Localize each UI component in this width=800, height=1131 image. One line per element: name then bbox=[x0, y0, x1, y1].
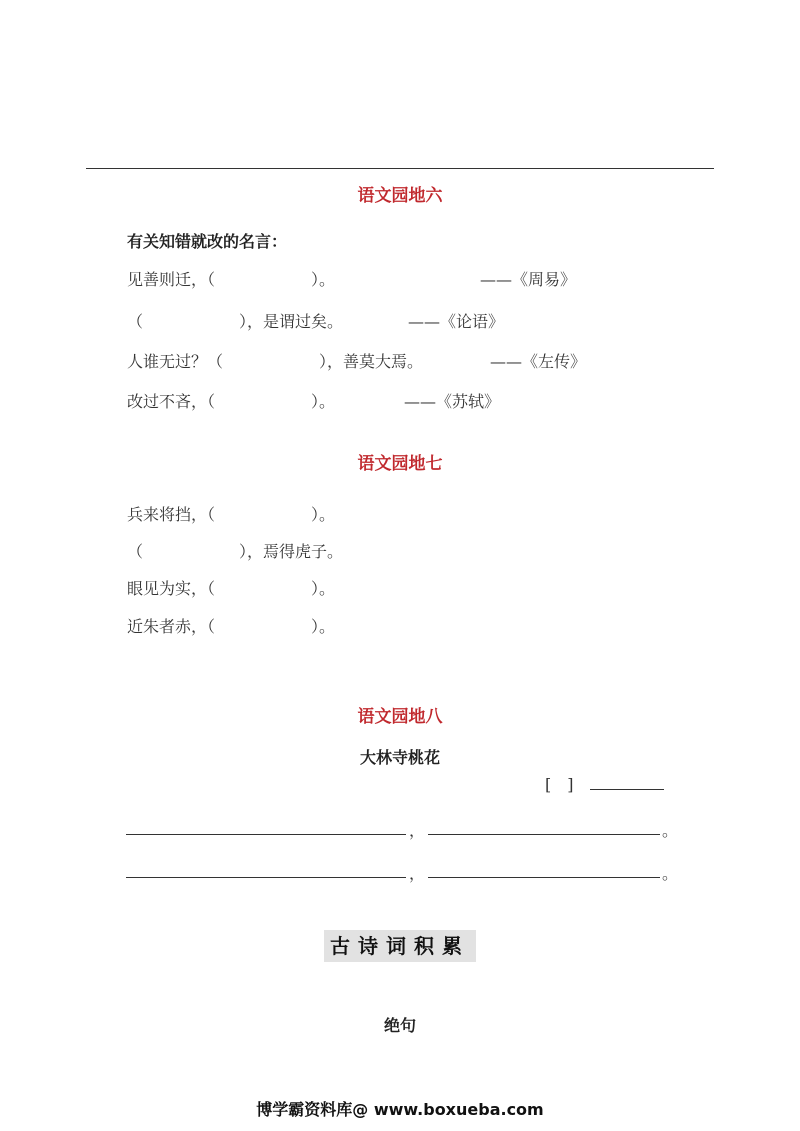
poem-comma-1: ， bbox=[409, 821, 426, 840]
poem-period-2: 。 bbox=[662, 864, 679, 883]
footer-watermark: 博学霸资料库@ www.boxueba.com bbox=[256, 1100, 544, 1119]
poem-comma-2: ， bbox=[409, 864, 426, 883]
poem-title-dalinsi: 大林寺桃花 bbox=[359, 748, 440, 767]
accumulation-title: 古诗词积累 bbox=[324, 930, 476, 962]
poem-blank-4[interactable] bbox=[428, 877, 660, 878]
section6-line-1: 见善则迁，（ ）。 bbox=[127, 270, 336, 289]
section7-title: 语文园地七 bbox=[357, 454, 443, 474]
section6-source-1: ——《周易》 bbox=[480, 270, 577, 289]
section7-line-3: 眼见为实，（ ）。 bbox=[127, 579, 336, 598]
section7-line-2: （ ），焉得虎子。 bbox=[127, 542, 344, 561]
section6-source-2: ——《论语》 bbox=[408, 312, 505, 331]
section6-heading: 有关知错就改的名言： bbox=[127, 232, 288, 251]
poem-title-jueju: 绝句 bbox=[383, 1016, 416, 1035]
section6-source-3: ——《左传》 bbox=[490, 352, 587, 371]
poem-blank-2[interactable] bbox=[428, 834, 660, 835]
section6-line-2: （ ），是谓过矣。 bbox=[127, 312, 344, 331]
poem-blank-3[interactable] bbox=[126, 877, 406, 878]
section7-line-1: 兵来将挡，（ ）。 bbox=[127, 505, 336, 524]
section6-line-3: 人谁无过？（ ），善莫大焉。 bbox=[127, 352, 424, 371]
top-rule bbox=[86, 168, 714, 169]
section8-title: 语文园地八 bbox=[357, 707, 443, 727]
author-bracket: [ ] bbox=[545, 775, 574, 794]
section6-line-4: 改过不吝，（ ）。 bbox=[127, 392, 336, 411]
poem-period-1: 。 bbox=[662, 821, 679, 840]
section6-title: 语文园地六 bbox=[357, 186, 443, 206]
poem-blank-1[interactable] bbox=[126, 834, 406, 835]
section7-line-4: 近朱者赤，（ ）。 bbox=[127, 617, 336, 636]
author-blank-line[interactable] bbox=[590, 789, 664, 790]
section6-source-4: ——《苏轼》 bbox=[404, 392, 501, 411]
